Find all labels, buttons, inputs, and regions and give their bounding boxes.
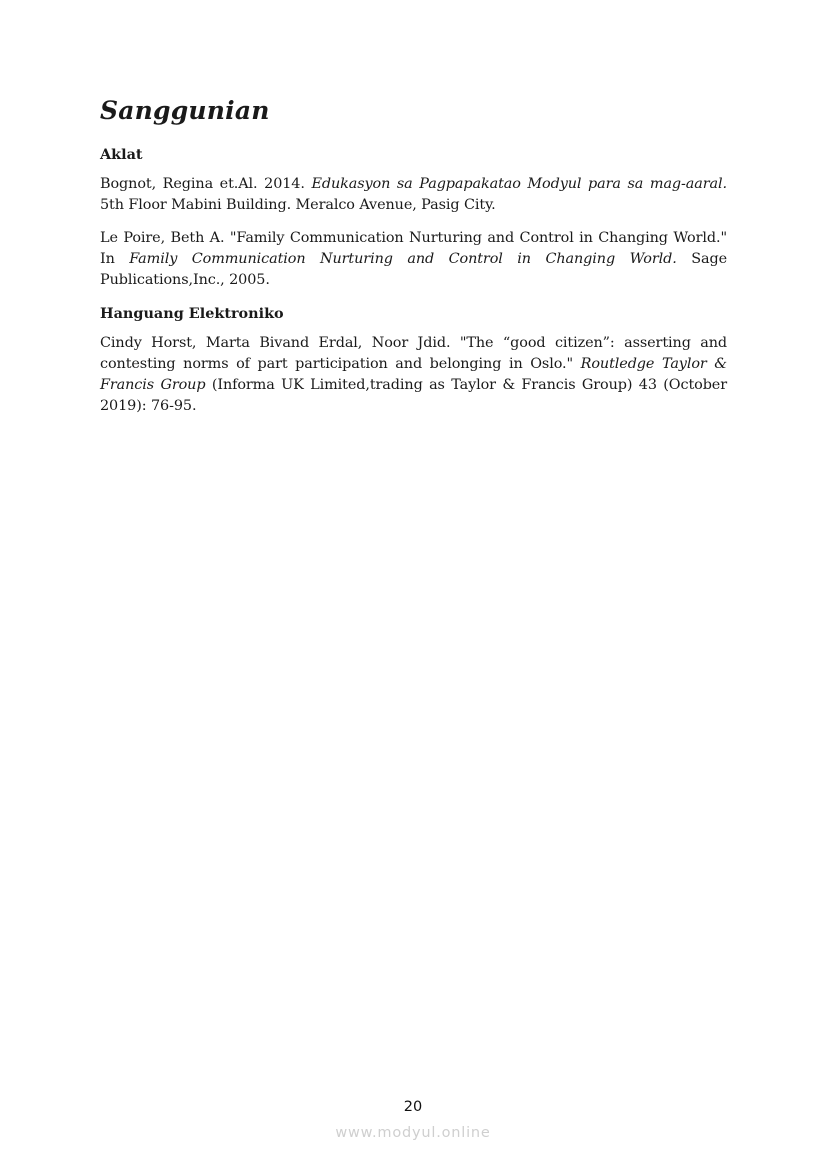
watermark: www.modyul.online (335, 1125, 491, 1141)
reference-text: 5th Floor Mabini Building. Meralco Avenue, Pasig City. (100, 197, 496, 213)
reference-title: Family Communication Nurturing and Control in Changing World. (129, 251, 677, 267)
page-number: 20 (403, 1099, 423, 1115)
reference-title: Routledge Taylor & Francis Group (100, 356, 727, 393)
reference-text: Le Poire, Beth A. "Family Communication Nurturing and Control in Changing World." In (100, 230, 727, 267)
reference-entry (100, 228, 727, 291)
reference-title: Edukasyon sa Pagpapakatao Modyul para sa mag-aaral. (311, 176, 727, 192)
reference-entry (100, 174, 727, 216)
section-heading-aklat: Aklat (100, 146, 143, 163)
reference-text: Cindy Horst, Marta Bivand Erdal, Noor Jdid. "The “good citizen”: asserting and contesting norms of part participation and belonging in Oslo." (100, 335, 727, 372)
reference-text: Sage Publications,Inc., 2005. (100, 251, 728, 288)
reference-entry (100, 333, 727, 417)
page-title: Sanggunian (100, 96, 270, 125)
reference-text: Bognot, Regina et.Al. 2014. (100, 176, 312, 192)
section-heading-hanguang-elektroniko: Hanguang Elektroniko (100, 305, 284, 322)
references-content (100, 144, 727, 429)
reference-text: (Informa UK Limited,trading as Taylor & Francis Group) 43 (October 2019): 76-95. (100, 377, 727, 414)
